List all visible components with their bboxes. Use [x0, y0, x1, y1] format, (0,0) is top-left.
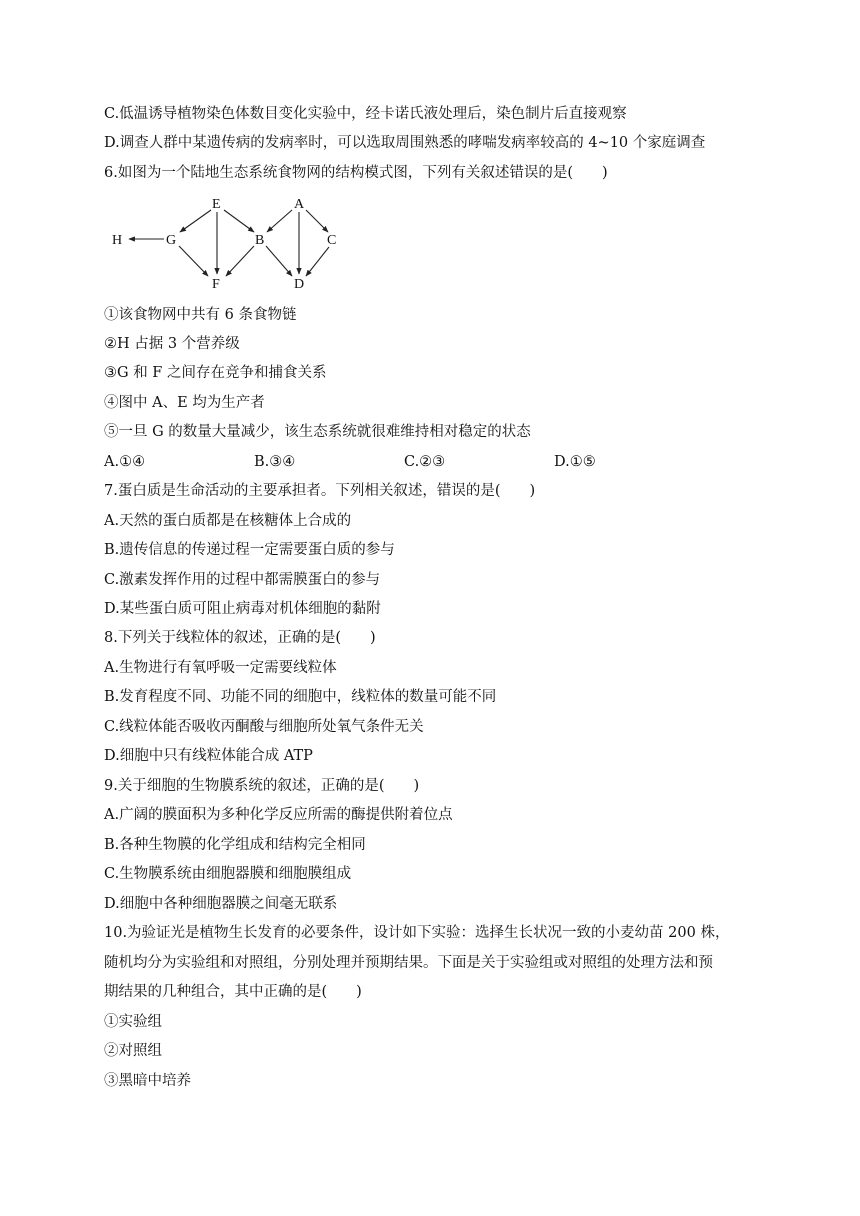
- q6-option-c: C.②③: [404, 454, 446, 470]
- q9-option-a: A.广阔的膜面积为多种化学反应所需的酶提供附着位点: [104, 807, 453, 823]
- node-b: B: [255, 233, 265, 248]
- arrow-a-c: [306, 210, 328, 232]
- q9-option-d: D.细胞中各种细胞器膜之间毫无联系: [104, 896, 338, 912]
- q9-option-c: C.生物膜系统由细胞器膜和细胞膜组成: [104, 866, 352, 882]
- node-g: G: [166, 233, 177, 248]
- question-8: 8.下列关于线粒体的叙述，正确的是( ): [104, 630, 376, 646]
- node-a: A: [294, 197, 305, 212]
- question-9: 9.关于细胞的生物膜系统的叙述，正确的是( ): [104, 778, 420, 794]
- q6-statement-5: ⑤一旦 G 的数量大量减少，该生态系统就很难维持相对稳定的状态: [104, 424, 531, 440]
- q8-option-a: A.生物进行有氧呼吸一定需要线粒体: [104, 660, 337, 676]
- q6-statement-4: ④图中 A、E 均为生产者: [104, 395, 265, 411]
- arrow-a-b: [267, 210, 292, 232]
- arrow-g-f: [179, 246, 208, 276]
- arrow-b-d: [266, 246, 292, 276]
- question-10-line-2: 随机均分为实验组和对照组，分别处理并预期结果。下面是关于实验组或对照组的处理方法和预: [104, 955, 713, 971]
- question-6: 6.如图为一个陆地生态系统食物网的结构模式图，下列有关叙述错误的是( ): [104, 165, 608, 181]
- q6-option-d: D.①⑤: [554, 454, 596, 470]
- q7-option-a: A.天然的蛋白质都是在核糖体上合成的: [104, 513, 352, 529]
- arrow-e-b: [224, 210, 254, 232]
- q6-option-b: B.③④: [254, 454, 296, 470]
- q9-option-b: B.各种生物膜的化学组成和结构完全相同: [104, 837, 366, 853]
- q8-option-c: C.线粒体能否吸收丙酮酸与细胞所处氧气条件无关: [104, 719, 424, 735]
- line-q5d: D.调查人群中某遗传病的发病率时，可以选取周围熟悉的哮喘发病率较高的 4~10 个家庭调查: [104, 135, 706, 151]
- food-web-diagram: [104, 192, 354, 292]
- arrow-b-f: [226, 246, 254, 276]
- q7-option-c: C.激素发挥作用的过程中都需膜蛋白的参与: [104, 572, 381, 588]
- node-h: H: [112, 233, 123, 248]
- question-10-line-1: 10.为验证光是植物生长发育的必要条件，设计如下实验：选择生长状况一致的小麦幼苗 200 株，: [104, 925, 730, 941]
- q6-statement-1: ①该食物网中共有 6 条食物链: [104, 307, 297, 323]
- node-d: D: [294, 277, 305, 292]
- q10-item-1: ①实验组: [104, 1014, 162, 1030]
- arrow-c-d: [306, 247, 329, 276]
- q6-option-a: A.①④: [104, 454, 146, 470]
- q7-option-b: B.遗传信息的传递过程一定需要蛋白质的参与: [104, 542, 395, 558]
- q10-item-2: ②对照组: [104, 1043, 162, 1059]
- question-10-line-3: 期结果的几种组合，其中正确的是( ): [104, 984, 362, 1000]
- q7-option-d: D.某些蛋白质可阻止病毒对机体细胞的黏附: [104, 601, 381, 617]
- node-e: E: [212, 197, 221, 212]
- arrow-e-g: [180, 210, 211, 232]
- node-f: F: [212, 277, 220, 292]
- q6-statement-3: ③G 和 F 之间存在竞争和捕食关系: [104, 365, 327, 381]
- line-q5c: C.低温诱导植物染色体数目变化实验中，经卡诺氏液处理后，染色制片后直接观察: [104, 106, 627, 122]
- q8-option-b: B.发育程度不同、功能不同的细胞中，线粒体的数量可能不同: [104, 689, 497, 705]
- q6-statement-2: ②H 占据 3 个营养级: [104, 336, 240, 352]
- q8-option-d: D.细胞中只有线粒体能合成 ATP: [104, 748, 313, 764]
- question-7: 7.蛋白质是生命活动的主要承担者。下列相关叙述，错误的是( ): [104, 483, 536, 499]
- node-c: C: [327, 233, 337, 248]
- q10-item-3: ③黑暗中培养: [104, 1073, 191, 1089]
